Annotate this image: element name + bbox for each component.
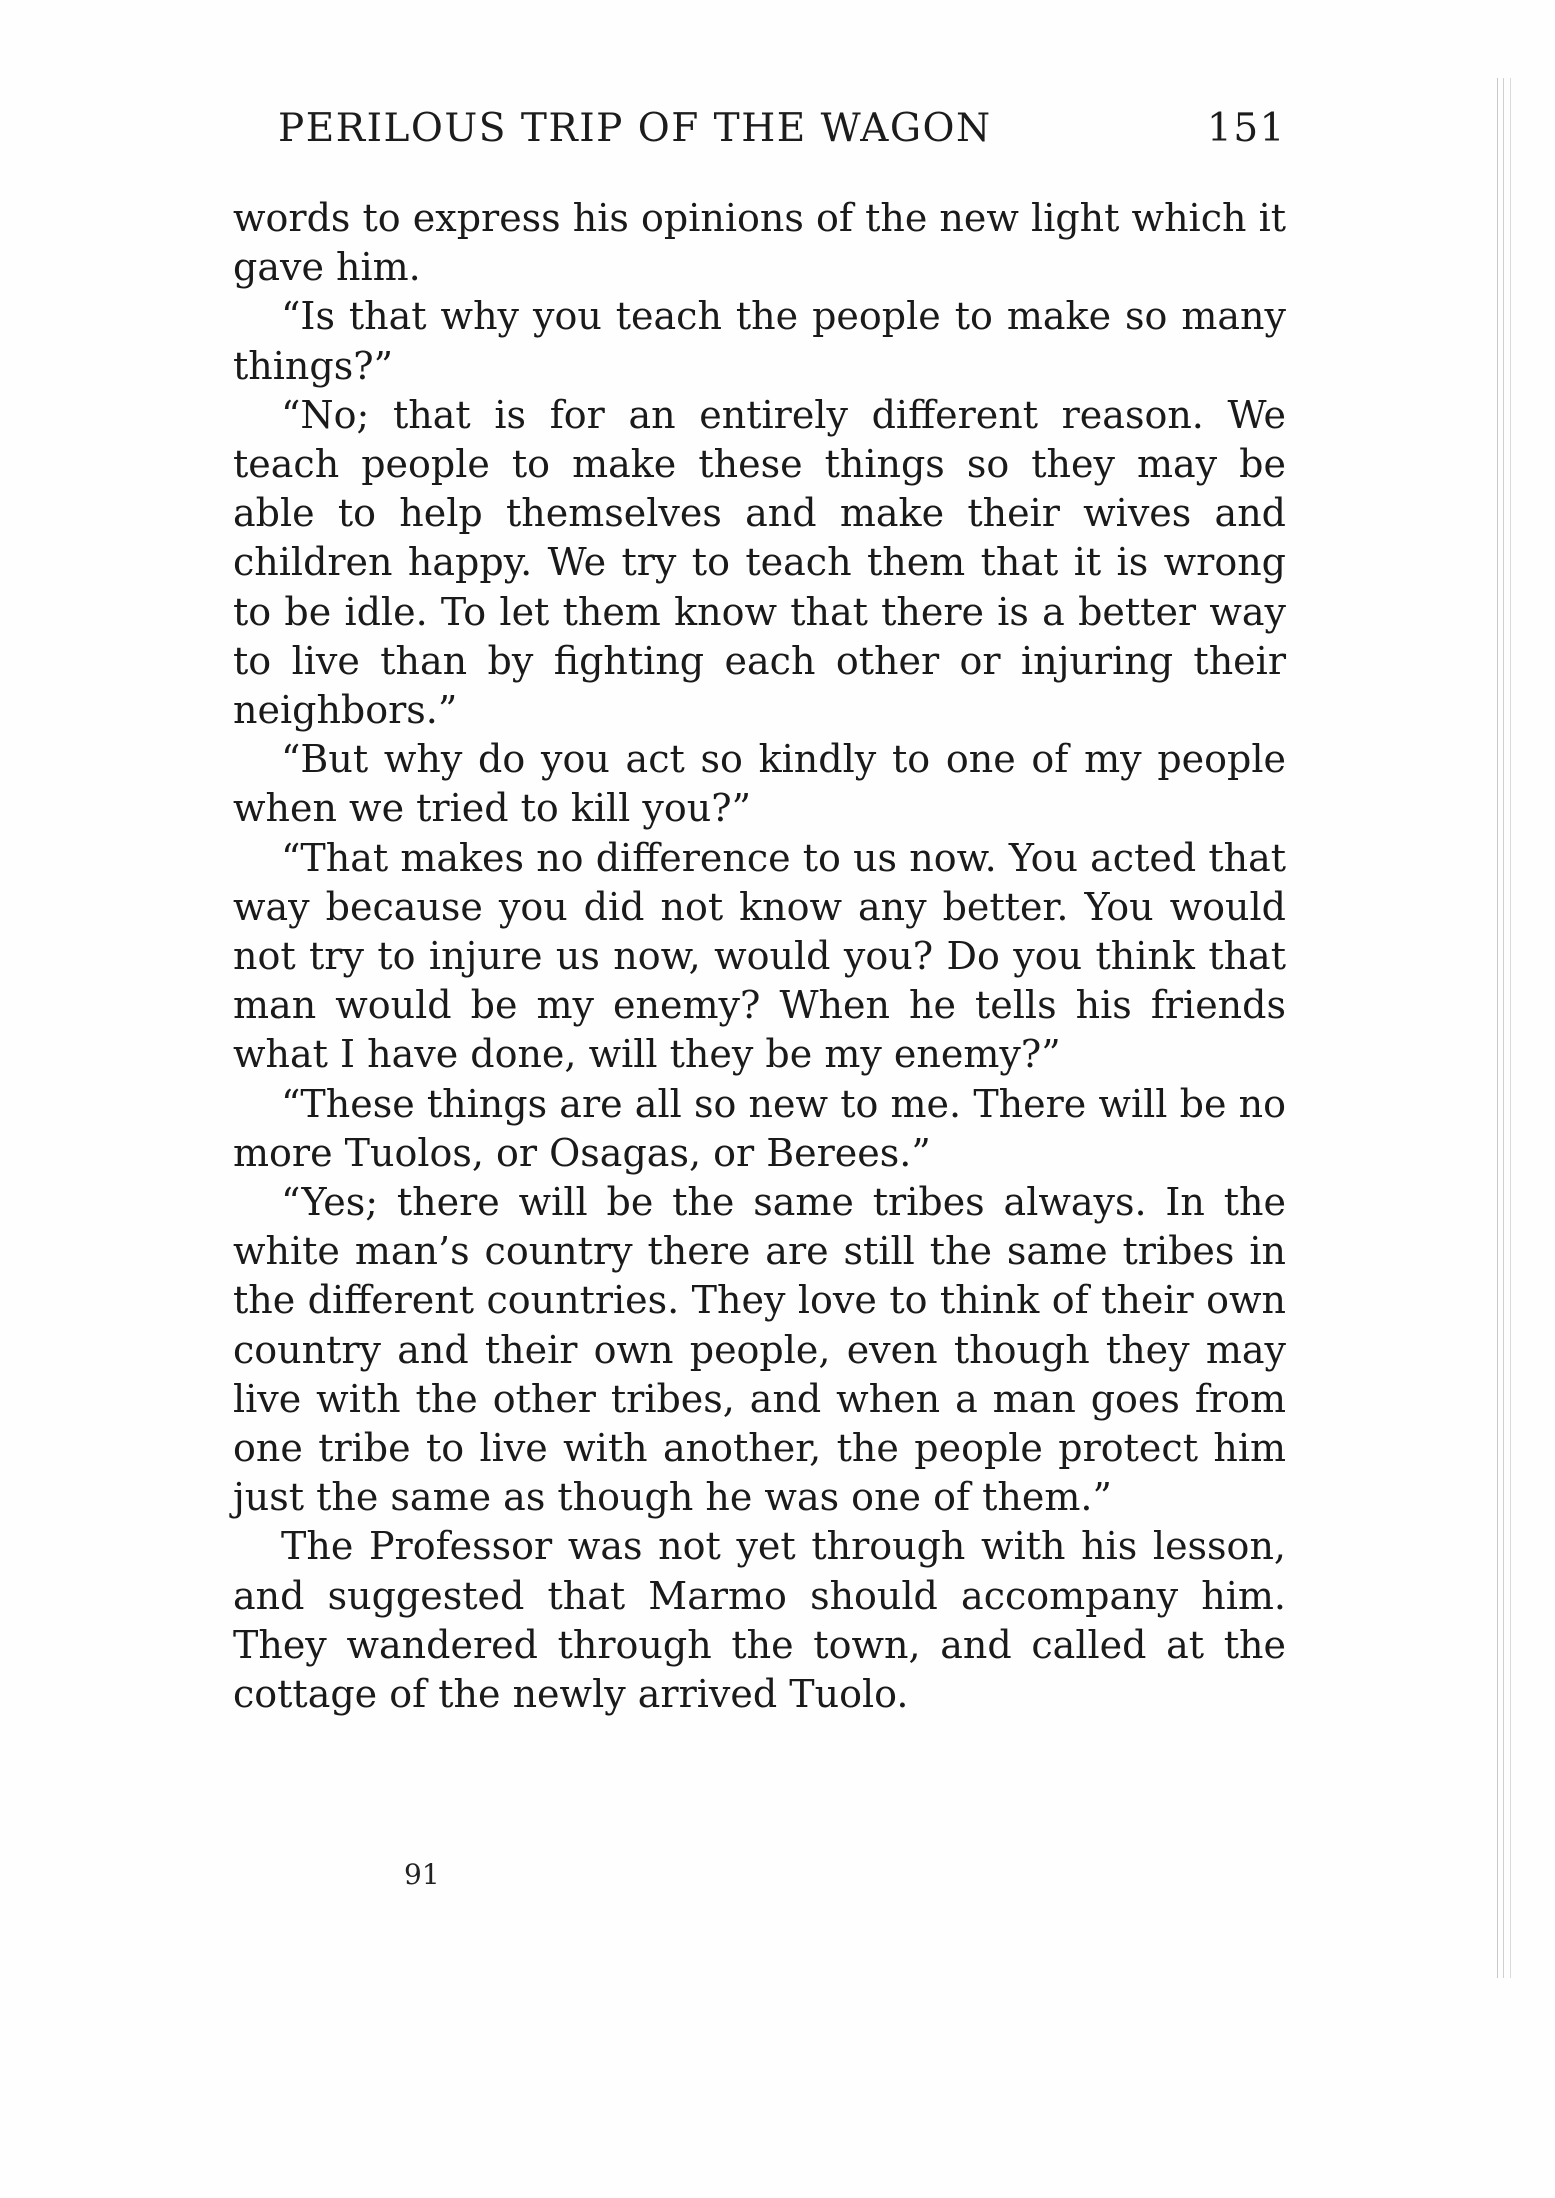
body-text <box>233 194 1286 1719</box>
scan-edge-line <box>1510 78 1511 1978</box>
paragraph: “Is that why you teach the people to make so many things?” <box>233 294 1286 388</box>
printer-signature-mark: 91 <box>404 1858 440 1891</box>
paragraph: “That makes no difference to us now. You acted that way because you did not know any better. You would not try to injure us now, would you? Do you think that man would be my enemy? When he tells his friends what I have done, will they be my enemy?” <box>233 835 1286 1077</box>
paragraph: “But why do you act so kindly to one of my people when we tried to kill you?” <box>233 737 1286 831</box>
paragraph: words to express his opinions of the new light which it gave him. <box>233 196 1286 290</box>
scan-edge-line <box>1503 78 1504 1978</box>
paragraph: “No; that is for an entirely different reason. We teach people to make these things so they may be able to help themselves and make their wives and children happy. We try to teach them that it is wrong to be idle. To let them know that there is a better way to live than by fighting each other or injuring their neighbors.” <box>233 392 1286 733</box>
page-number: 151 <box>1207 106 1286 151</box>
running-title: PERILOUS TRIP OF THE WAGON <box>278 106 992 151</box>
paragraph: “These things are all so new to me. There will be no more Tuolos, or Osagas, or Berees.” <box>233 1081 1286 1175</box>
paragraph: The Professor was not yet through with his lesson, and suggested that Marmo should accompany him. They wandered through the town, and called at the cottage of the newly arrived Tuolo. <box>233 1524 1286 1717</box>
running-header <box>278 106 1286 166</box>
paragraph: “Yes; there will be the same tribes always. In the white man’s country there are still the same tribes in the different countries. They love to think of their own country and their own people, even though they may live with the other tribes, and when a man goes from one tribe to live with another, the people protect him just the same as though he was one of them.” <box>233 1180 1286 1520</box>
scan-edge-line <box>1497 78 1498 1978</box>
